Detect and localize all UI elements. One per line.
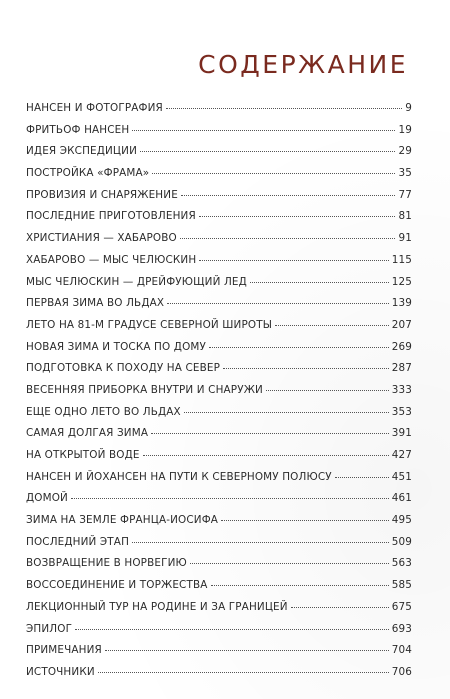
toc-entry — [26, 597, 412, 619]
toc-entry — [26, 467, 412, 489]
toc-entry — [26, 185, 412, 207]
toc-entry-page-number: 125 — [391, 275, 412, 288]
toc-entry-title: ПРИМЕЧАНИЯ — [26, 644, 102, 657]
toc-entry — [26, 575, 412, 597]
toc-entry-page-number: 35 — [398, 167, 412, 180]
toc-entry — [26, 293, 412, 315]
toc-entry-title: САМАЯ ДОЛГАЯ ЗИМА — [26, 427, 149, 440]
dot-leader — [209, 347, 389, 348]
toc-entry-page-number: 19 — [398, 123, 412, 136]
toc-entry-page-number: 353 — [391, 405, 412, 418]
dot-leader — [140, 151, 395, 152]
toc-entry — [26, 380, 412, 402]
toc-entry-title: ПОСТРОЙКА «ФРАМА» — [26, 167, 150, 180]
toc-entry-title: ВОЗВРАЩЕНИЕ В НОРВЕГИЮ — [26, 557, 187, 570]
toc-entry-title: ЛЕКЦИОННЫЙ ТУР НА РОДИНЕ И ЗА ГРАНИЦЕЙ — [26, 600, 288, 613]
dot-leader — [211, 585, 389, 586]
toc-entry — [26, 423, 412, 445]
dot-leader — [291, 607, 389, 608]
toc-entry — [26, 228, 412, 250]
toc-entry-title: ИСТОЧНИКИ — [26, 665, 95, 678]
dot-leader — [143, 455, 389, 456]
toc-entry-title: МЫС ЧЕЛЮСКИН — ДРЕЙФУЮЩИЙ ЛЕД — [26, 275, 247, 288]
toc-entry-title: ИДЕЯ ЭКСПЕДИЦИИ — [26, 145, 137, 158]
toc-entry-title: ЗИМА НА ЗЕМЛЕ ФРАНЦА-ИОСИФА — [26, 514, 219, 527]
dot-leader — [151, 433, 389, 434]
toc-entry — [26, 315, 412, 337]
dot-leader — [105, 650, 389, 651]
toc-entry-title: ХРИСТИАНИЯ — ХАБАРОВО — [26, 232, 177, 245]
toc-entry-title: ХАБАРОВО — МЫС ЧЕЛЮСКИН — [26, 253, 197, 266]
toc-entry-page-number: 675 — [391, 600, 412, 613]
toc-entry-page-number: 451 — [391, 470, 412, 483]
dot-leader — [199, 260, 388, 261]
toc-entry — [26, 272, 412, 294]
toc-entry — [26, 206, 412, 228]
toc-entry-page-number: 693 — [391, 622, 412, 635]
toc-entry — [26, 510, 412, 532]
toc-entry — [26, 532, 412, 554]
toc-entry-title: ВЕСЕННЯЯ ПРИБОРКА ВНУТРИ И СНАРУЖИ — [26, 383, 263, 396]
toc-entry — [26, 662, 412, 684]
dot-leader — [275, 325, 389, 326]
toc-entry — [26, 640, 412, 662]
toc-entry-title: ПЕРВАЯ ЗИМА ВО ЛЬДАХ — [26, 297, 165, 310]
toc-entry-page-number: 333 — [391, 383, 412, 396]
toc-entry-title: НОВАЯ ЗИМА И ТОСКА ПО ДОМУ — [26, 340, 206, 353]
toc-entry-page-number: 461 — [391, 492, 412, 505]
dot-leader — [98, 672, 389, 673]
toc-entry-title: ПОСЛЕДНИЕ ПРИГОТОВЛЕНИЯ — [26, 210, 196, 223]
toc-entry-page-number: 29 — [398, 145, 412, 158]
toc-entry — [26, 337, 412, 359]
dot-leader — [167, 303, 389, 304]
toc-entry-title: ЛЕТО НА 81-М ГРАДУСЕ СЕВЕРНОЙ ШИРОТЫ — [26, 318, 273, 331]
toc-entry-title: ЭПИЛОГ — [26, 622, 73, 635]
dot-leader — [199, 216, 396, 217]
toc-entry-title: ЕЩЕ ОДНО ЛЕТО ВО ЛЬДАХ — [26, 405, 181, 418]
toc-entry-page-number: 585 — [391, 579, 412, 592]
dot-leader — [184, 412, 389, 413]
dot-leader — [71, 498, 389, 499]
dot-leader — [223, 368, 389, 369]
toc-entry-page-number: 115 — [391, 253, 412, 266]
toc-entry-title: НА ОТКРЫТОЙ ВОДЕ — [26, 449, 140, 461]
dot-leader — [181, 195, 396, 196]
toc-entry — [26, 619, 412, 641]
dot-leader — [266, 390, 389, 391]
table-of-contents — [26, 98, 412, 684]
toc-entry-page-number: 9 — [405, 102, 412, 114]
toc-entry-page-number: 139 — [391, 297, 412, 310]
page-title: СОДЕРЖАНИЕ — [198, 50, 408, 79]
toc-entry-page-number: 287 — [391, 362, 412, 375]
toc-entry — [26, 553, 412, 575]
toc-entry-title: ПОДГОТОВКА К ПОХОДУ НА СЕВЕР — [26, 362, 220, 375]
toc-entry — [26, 250, 412, 272]
toc-entry-title: НАНСЕН И ЙОХАНСЕН НА ПУТИ К СЕВЕРНОМУ ПОЛЮСУ — [26, 470, 332, 483]
toc-entry — [26, 358, 412, 380]
toc-entry-title: ФРИТЬОФ НАНСЕН — [26, 123, 130, 136]
toc-entry-page-number: 706 — [391, 665, 412, 678]
dot-leader — [132, 542, 389, 543]
toc-entry — [26, 98, 412, 120]
toc-entry-title: ПРОВИЗИЯ И СНАРЯЖЕНИЕ — [26, 188, 178, 201]
toc-entry — [26, 445, 412, 467]
dot-leader — [250, 282, 389, 283]
toc-entry — [26, 141, 412, 163]
dot-leader — [75, 629, 389, 630]
toc-entry-page-number: 509 — [391, 535, 412, 548]
toc-entry-page-number: 81 — [398, 210, 412, 223]
toc-entry-title: НАНСЕН И ФОТОГРАФИЯ — [26, 102, 163, 114]
dot-leader — [132, 130, 395, 131]
toc-entry-page-number: 391 — [391, 427, 412, 440]
toc-entry-page-number: 427 — [391, 449, 412, 461]
toc-entry — [26, 402, 412, 424]
dot-leader — [190, 563, 389, 564]
toc-entry-title: ДОМОЙ — [26, 492, 68, 505]
dot-leader — [221, 520, 389, 521]
dot-leader — [335, 477, 389, 478]
toc-entry — [26, 488, 412, 510]
dot-leader — [166, 108, 402, 109]
toc-entry-page-number: 77 — [398, 188, 412, 201]
toc-entry-page-number: 207 — [391, 318, 412, 331]
toc-entry-page-number: 704 — [391, 644, 412, 657]
toc-entry — [26, 120, 412, 142]
dot-leader — [152, 173, 395, 174]
toc-entry-page-number: 269 — [391, 340, 412, 353]
toc-entry-title: ПОСЛЕДНИЙ ЭТАП — [26, 535, 130, 548]
toc-entry-page-number: 563 — [391, 557, 412, 570]
toc-entry — [26, 163, 412, 185]
toc-entry-title: ВОССОЕДИНЕНИЕ И ТОРЖЕСТВА — [26, 579, 208, 592]
toc-entry-page-number: 91 — [398, 232, 412, 245]
dot-leader — [180, 238, 396, 239]
toc-entry-page-number: 495 — [391, 514, 412, 527]
